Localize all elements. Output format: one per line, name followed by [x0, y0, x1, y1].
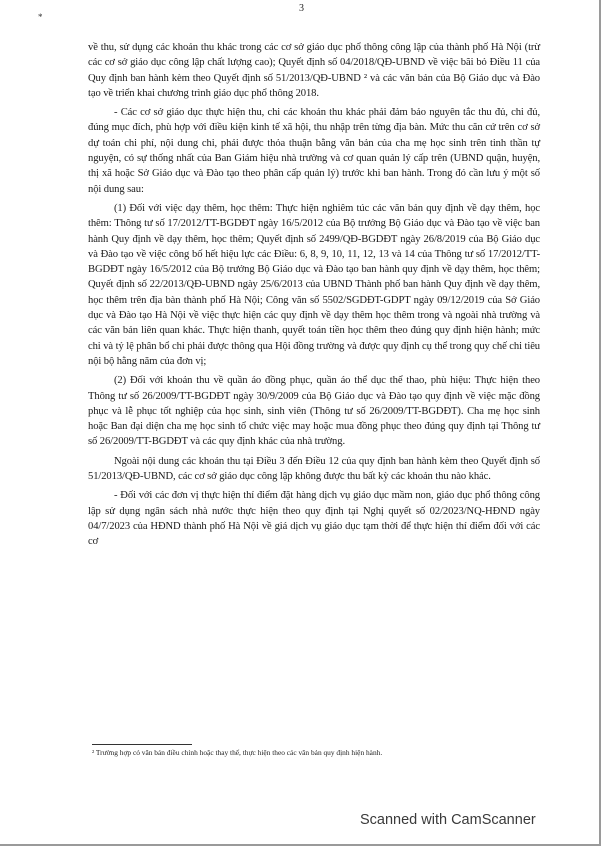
camscanner-watermark: Scanned with CamScanner	[360, 812, 536, 828]
paragraph-uniforms: (2) Đối với khoản thu về quần áo đồng phục, quần áo thể dục thể thao, phù hiệu: Thực hiện theo Thông tư số 26/2009/TT-BGDĐT ngày 30/9/2009 của Bộ Giáo dục và Đào tạo quy định về việc mặc đồng phục và lễ phục tốt nghiệp của học sinh, sinh viên (Thông tư số 26/2009/TT-BGDĐT). Cha mẹ học sinh hoặc Ban đại diện cha mẹ học sinh tổ chức việc may hoặc mua đồng phục theo đúng quy định tại Thông tư số 26/2009/TT-BGDĐT và các quy định khác của nhà trường.	[88, 375, 540, 448]
document-body	[88, 40, 540, 554]
paragraph-other-fees: Ngoài nội dung các khoản thu tại Điều 3 đến Điều 12 của quy định ban hành kèm theo Quyết định số 51/2013/QĐ-UBND, các cơ sở giáo dục công lập không được thu bất kỳ các khoản thu nào khác.	[88, 455, 540, 483]
paragraph-extra-classes: (1) Đối với việc dạy thêm, học thêm: Thực hiện nghiêm túc các văn bản quy định về dạy thêm, học thêm: Thông tư số 17/2012/TT-BGDĐT ngày 16/5/2012 của Bộ trưởng Bộ Giáo dục và Đào tạo về việc ban hành Quy định về dạy thêm, học thêm; Quyết định số 2499/QĐ-BGDĐT ngày 26/8/2019 của Bộ Giáo dục và Đào tạo về việc công bố hết hiệu lực các Điều: 6, 8, 9, 10, 11, 12, 13 và 14 của Thông tư số 17/2012/TT-BGDĐT ngày 16/5/2012 của Bộ trưởng Bộ Giáo dục và Đào tạo ban hành quy định về dạy thêm, học thêm; Quyết định số 22/2013/QĐ-UBND ngày 25/6/2013 của UBND Thành phố ban hành Quy định về dạy thêm, học thêm trên địa bàn thành phố Hà Nội; Công văn số 5502/SGDĐT-GDPT ngày 09/12/2019 của Sở Giáo dục và Đào tạo Hà Nội về việc thực hiện các quy định về dạy thêm học thêm trong và ngoài nhà trường và các văn bản liên quan khác. Thực hiện thanh, quyết toán tiền học thêm theo đúng quy định hiện hành; mức chi và tỷ lệ phân bổ chi phải được thông qua Hội đồng trường và được quy định cụ thể trong quy chế chi tiêu nội bộ hằng năm của đơn vị;	[88, 202, 540, 367]
paragraph-pilot-units: - Đối với các đơn vị thực hiện thí điểm đặt hàng dịch vụ giáo dục mầm non, giáo dục phổ thông công lập sử dụng ngân sách nhà nước thực hiện theo quy định tại Nghị quyết số 02/2023/NQ-HĐND ngày 04/7/2023 của HĐND thành phố Hà Nội về giá dịch vụ giáo dục tạm thời để thực hiện thí điểm đối với các cơ	[88, 490, 540, 548]
paragraph-principles: - Các cơ sở giáo dục thực hiện thu, chi các khoản thu khác phải đảm bảo nguyên tắc thu đủ, chi đủ, đúng mục đích, phù hợp với điều kiện kinh tế xã hội, thu nhập trên từng địa bàn. Mức thu căn cứ trên cơ sở dự toán chi phí, nội dung chi, phải được thỏa thuận bằng văn bản của cha mẹ học sinh trên tinh thần tự nguyện, có sự thống nhất của Ban Giám hiệu nhà trường và cơ quan quản lý cấp trên (UBND quận, huyện, thị xã hoặc Sở Giáo dục và Đào tạo theo phân cấp quản lý) trước khi ban hành. Trong đó cần lưu ý một số nội dung sau:	[88, 107, 540, 195]
scan-speck: *	[38, 12, 43, 22]
paragraph-continuation: về thu, sử dụng các khoản thu khác trong các cơ sở giáo dục phổ thông công lập của thành phố Hà Nội (trừ các cơ sở giáo dục công lập chất lượng cao); Quyết định số 04/2018/QĐ-UBND về việc bãi bỏ Điều 11 của Quy định ban hành kèm theo Quyết định số 51/2013/QĐ-UBND ² và các văn bản của Bộ Giáo dục và Đào tạo về triển khai chương trình giáo dục phổ thông 2018.	[88, 42, 540, 99]
footnote-divider	[92, 744, 192, 745]
page-number: 3	[299, 3, 304, 14]
footnote: ² Trường hợp có văn bản điều chỉnh hoặc thay thế, thực hiện theo các văn bản quy định hiện hành.	[92, 748, 383, 757]
